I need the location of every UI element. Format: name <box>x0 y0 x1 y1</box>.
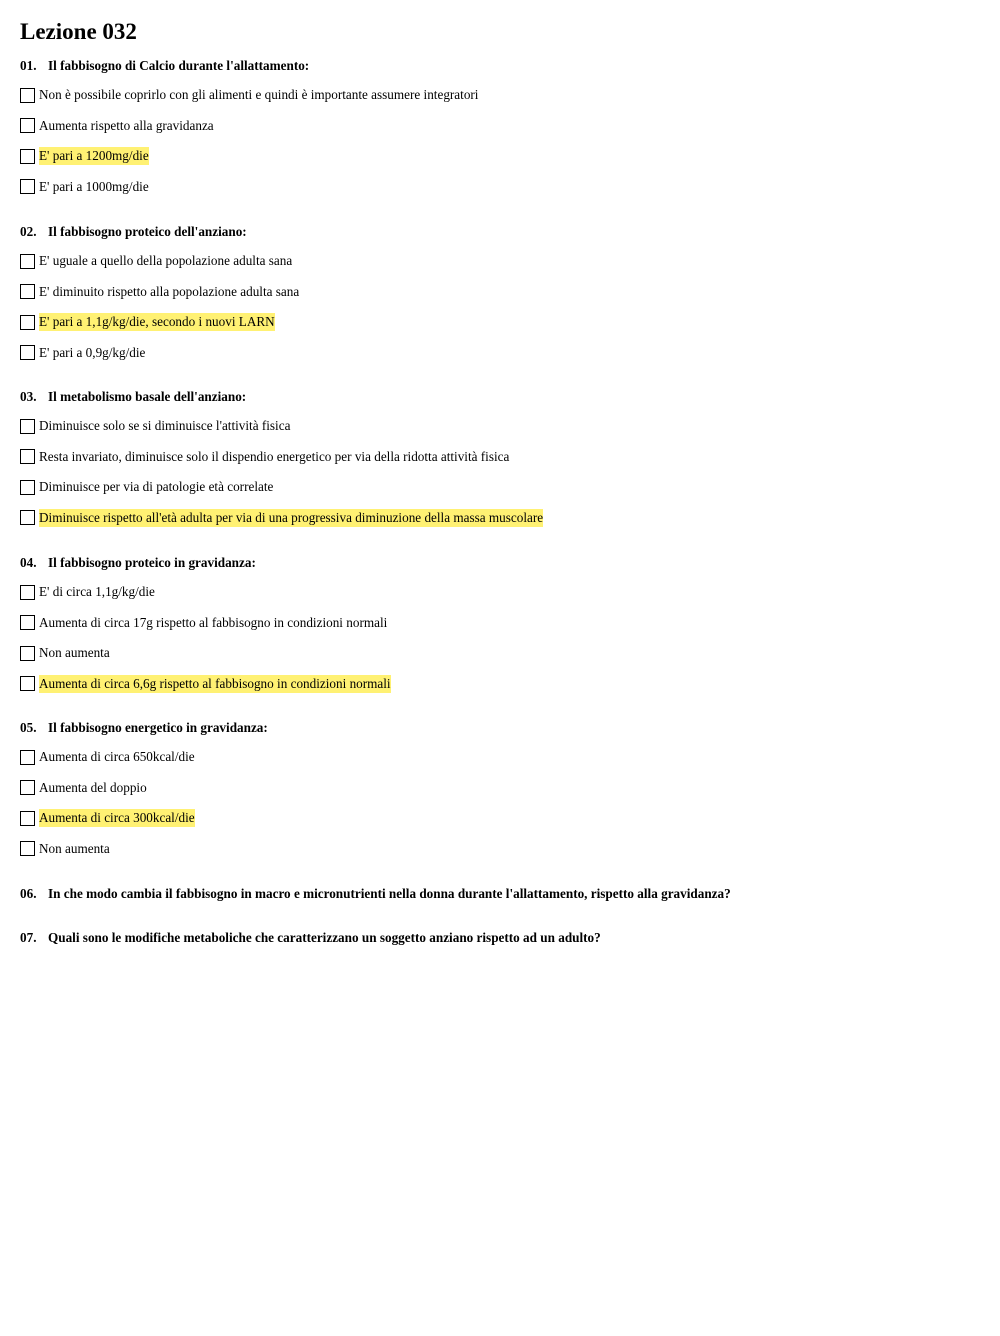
answer-text: E' uguale a quello della popolazione adulta sana <box>39 253 293 268</box>
answer-text: Diminuisce per via di patologie età correlate <box>39 479 274 494</box>
answer-option[interactable] <box>20 614 387 632</box>
question-heading <box>20 57 309 75</box>
answer-text: E' pari a 0,9g/kg/die <box>39 344 146 360</box>
answer-text-highlighted: Diminuisce rispetto all'età adulta per via di una progressiva diminuzione della massa muscolare <box>39 509 544 525</box>
answer-text-highlighted: E' pari a 1,1g/kg/die, secondo i nuovi LARN <box>39 314 275 329</box>
answer-checkbox[interactable] <box>20 254 35 269</box>
answer-option[interactable] <box>20 644 110 662</box>
question-number: 05. <box>20 720 37 735</box>
answer-option[interactable] <box>20 583 155 601</box>
answer-option[interactable] <box>20 313 275 331</box>
answer-option[interactable] <box>20 178 149 196</box>
answer-checkbox[interactable] <box>20 841 35 856</box>
answer-checkbox[interactable] <box>20 284 35 299</box>
answer-option[interactable] <box>20 117 214 135</box>
answer-text: Aumenta del doppio <box>39 779 147 795</box>
answer-checkbox[interactable] <box>20 149 35 164</box>
answer-text: Aumenta di circa 17g rispetto al fabbisogno in condizioni normali <box>39 614 388 630</box>
answer-option[interactable] <box>20 283 299 301</box>
answer-option[interactable] <box>20 147 149 165</box>
answer-option[interactable] <box>20 779 147 797</box>
answer-checkbox[interactable] <box>20 88 35 103</box>
question-heading <box>20 554 256 572</box>
question-number: 02. <box>20 224 37 239</box>
answer-option[interactable] <box>20 344 145 362</box>
question-text: Il fabbisogno proteico in gravidanza: <box>48 555 256 570</box>
question-heading <box>20 719 268 737</box>
answer-checkbox[interactable] <box>20 480 35 495</box>
answer-text: E' diminuito rispetto alla popolazione adulta sana <box>39 283 300 299</box>
answer-text: Resta invariato, diminuisce solo il dispendio energetico per via della ridotta attività fisica <box>39 448 510 464</box>
answer-checkbox[interactable] <box>20 118 35 133</box>
question-heading <box>20 388 246 406</box>
answer-option[interactable] <box>20 417 290 435</box>
answer-option[interactable] <box>20 448 509 466</box>
answer-checkbox[interactable] <box>20 510 35 525</box>
answer-checkbox[interactable] <box>20 646 35 661</box>
question-text: Il fabbisogno proteico dell'anziano: <box>48 224 247 239</box>
question-heading <box>20 885 731 903</box>
question-heading <box>20 929 601 947</box>
answer-option[interactable] <box>20 748 195 766</box>
answer-checkbox[interactable] <box>20 179 35 194</box>
answer-checkbox[interactable] <box>20 345 35 360</box>
answer-text: E' pari a 1000mg/die <box>39 178 149 194</box>
answer-text-highlighted: E' pari a 1200mg/die <box>39 148 149 163</box>
question-number: 03. <box>20 389 37 404</box>
question-number: 01. <box>20 58 37 73</box>
answer-option[interactable] <box>20 478 273 496</box>
question-text: Quali sono le modifiche metaboliche che caratterizzano un soggetto anziano rispetto ad un adulto? <box>48 930 601 945</box>
question-number: 07. <box>20 930 37 945</box>
answer-checkbox[interactable] <box>20 676 35 691</box>
answer-checkbox[interactable] <box>20 449 35 464</box>
answer-option[interactable] <box>20 840 110 858</box>
answer-checkbox[interactable] <box>20 585 35 600</box>
answer-checkbox[interactable] <box>20 615 35 630</box>
answer-option[interactable] <box>20 252 292 270</box>
answer-text: Non aumenta <box>39 645 110 660</box>
answer-option[interactable] <box>20 809 195 827</box>
lesson-title: Lezione 032 <box>20 19 137 44</box>
question-heading <box>20 223 247 241</box>
answer-text-highlighted: Aumenta di circa 300kcal/die <box>39 810 195 825</box>
answer-checkbox[interactable] <box>20 419 35 434</box>
answer-option[interactable] <box>20 675 391 693</box>
answer-text: Aumenta di circa 650kcal/die <box>39 749 195 764</box>
answer-option[interactable] <box>20 86 478 104</box>
answer-text: E' di circa 1,1g/kg/die <box>39 584 155 599</box>
answer-checkbox[interactable] <box>20 750 35 765</box>
answer-text: Aumenta rispetto alla gravidanza <box>39 117 214 133</box>
answer-checkbox[interactable] <box>20 780 35 795</box>
question-text: In che modo cambia il fabbisogno in macro e micronutrienti nella donna durante l'allattamento, rispetto alla gravidanza? <box>48 886 731 901</box>
question-text: Il fabbisogno di Calcio durante l'allattamento: <box>48 58 310 73</box>
answer-text: Non aumenta <box>39 840 110 856</box>
question-text: Il fabbisogno energetico in gravidanza: <box>48 720 268 735</box>
answer-text-highlighted: Aumenta di circa 6,6g rispetto al fabbisogno in condizioni normali <box>39 675 391 691</box>
answer-text: Diminuisce solo se si diminuisce l'attività fisica <box>39 418 291 433</box>
answer-text: Non è possibile coprirlo con gli alimenti e quindi è importante assumere integratori <box>39 87 479 102</box>
question-number: 06. <box>20 886 37 901</box>
question-number: 04. <box>20 555 37 570</box>
answer-checkbox[interactable] <box>20 315 35 330</box>
question-text: Il metabolismo basale dell'anziano: <box>48 389 247 404</box>
answer-option[interactable] <box>20 509 543 527</box>
answer-checkbox[interactable] <box>20 811 35 826</box>
